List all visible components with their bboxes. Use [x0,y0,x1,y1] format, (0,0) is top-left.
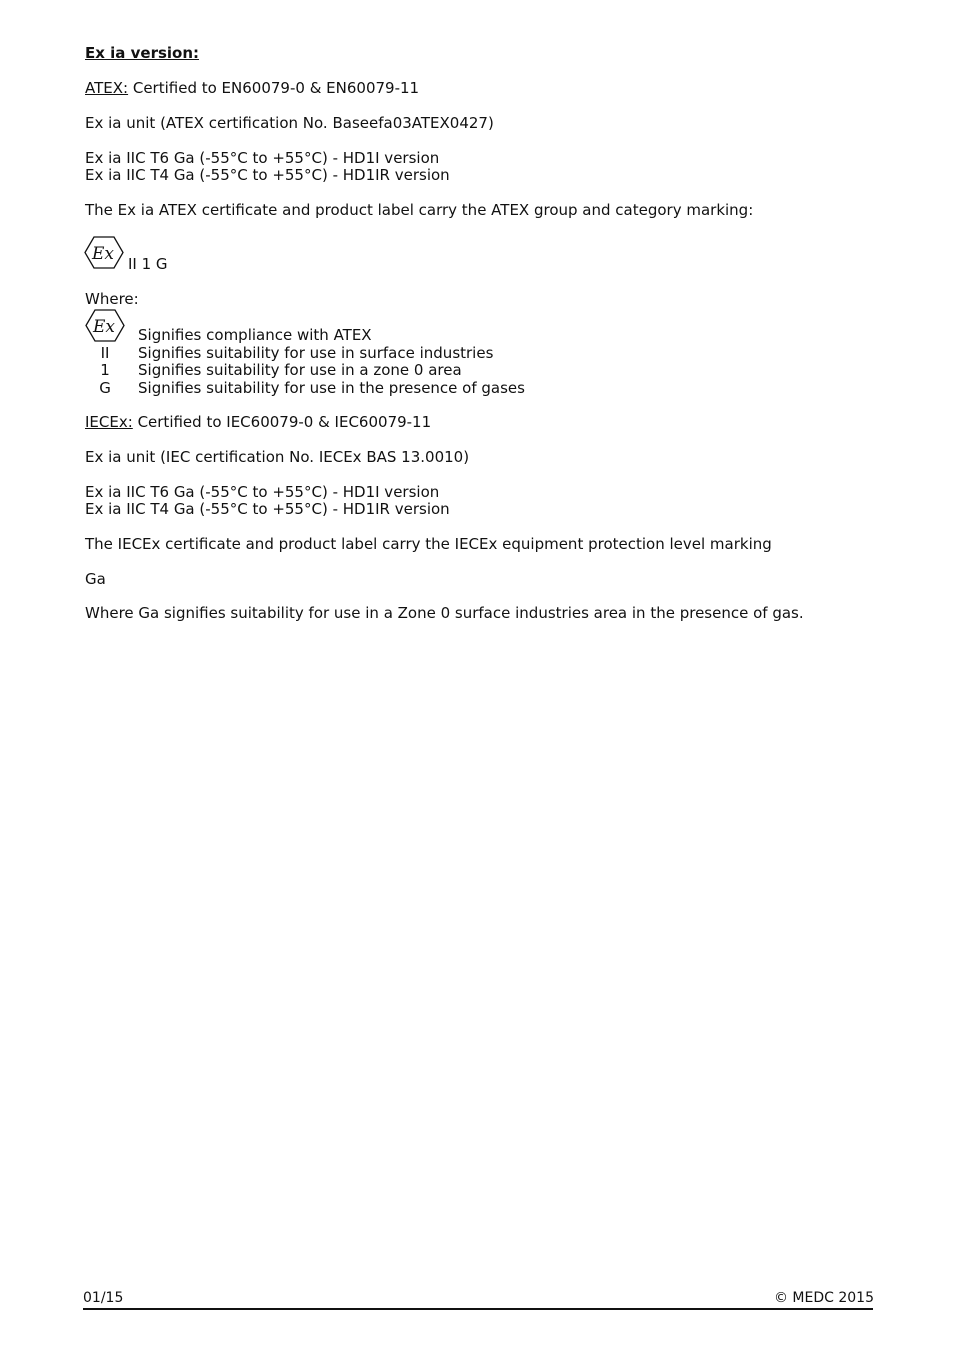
iecex-cert-text: Certified to IEC60079-0 & IEC60079-11 [132,413,432,431]
where-row-symbol: G [99,379,111,397]
where-list [85,309,785,404]
iecex-label: IECEx: [85,413,133,431]
atex-rating-1: Ex ia IIC T6 Ga (-55°C to +55°C) - HD1I version [85,149,440,167]
atex-marking-intro: The Ex ia ATEX certificate and product label carry the ATEX group and category marking: [85,201,754,219]
where-row-symbol: II [100,344,110,362]
where-label: Where: [85,290,139,308]
atex-rating-2: Ex ia IIC T4 Ga (-55°C to +55°C) - HD1IR version [85,166,450,184]
atex-marking: II 1 G [128,255,168,273]
ex-hexagon-icon [85,309,125,342]
iecex-certification-line [85,413,431,431]
atex-unit-line: Ex ia unit (ATEX certification No. Baseefa03ATEX0427) [85,114,494,132]
where-row-symbol: 1 [100,361,110,379]
atex-certification-line [85,79,419,97]
iecex-unit-line: Ex ia unit (IEC certification No. IECEx BAS 13.0010) [85,448,470,466]
where-row-text: Signifies suitability for use in the presence of gases [138,379,525,397]
ex-hexagon-icon [84,236,124,269]
where-row-text: Signifies suitability for use in a zone 0 area [138,361,462,379]
iecex-rating-1: Ex ia IIC T6 Ga (-55°C to +55°C) - HD1I version [85,483,440,501]
where-row-text: Signifies compliance with ATEX [138,326,372,344]
iecex-marking: Ga [85,570,106,588]
where-row-text: Signifies suitability for use in surface industries [138,344,494,362]
atex-label: ATEX: [85,79,129,97]
iecex-marking-intro: The IECEx certificate and product label carry the IECEx equipment protection level marking [85,535,772,553]
iecex-marking-note: Where Ga signifies suitability for use in a Zone 0 surface industries area in the presence of gas. [85,604,804,622]
svg-text:Ex: Ex [92,244,114,264]
iecex-rating-2: Ex ia IIC T4 Ga (-55°C to +55°C) - HD1IR version [85,500,450,518]
footer-copyright: © MEDC 2015 [773,1290,874,1306]
footer-divider [83,1308,873,1310]
footer-date: 01/15 [83,1290,124,1306]
section-heading: Ex ia version: [85,44,200,62]
atex-cert-text: Certified to EN60079-0 & EN60079-11 [128,79,420,97]
svg-text:Ex: Ex [93,317,115,337]
